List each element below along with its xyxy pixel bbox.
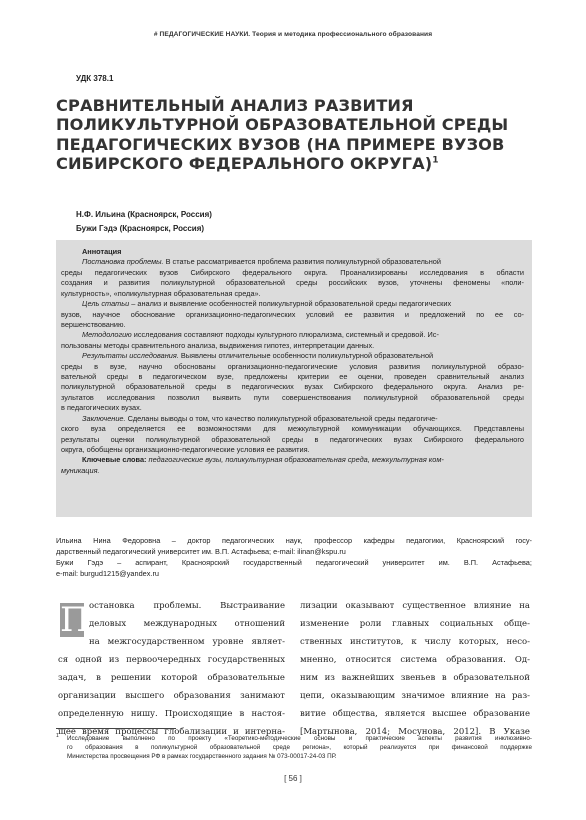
- footnote: 1 Исследование выполнено по проекту «Теоретико-методические основы и практические аспекты развития инклюзивно- го образования в поликультурной образовательной среде региона», который реализуется при финансовой поддержке Министерства просвещения РФ в рамках государственного задания № 073-00017-24-03 ПР.: [56, 733, 532, 760]
- footnote-divider: [56, 728, 176, 729]
- authors: [76, 208, 212, 236]
- title-line: СИБИРСКОГО ФЕДЕРАЛЬНОГО ОКРУГА)$^1$: [56, 154, 439, 174]
- keywords-label: Ключевые слова:: [82, 455, 147, 465]
- title-line: ПОЛИКУЛЬТУРНОЙ ОБРАЗОВАТЕЛЬНОЙ СРЕДЫ: [56, 115, 509, 135]
- abstract-box: [56, 240, 532, 517]
- title-line: ПЕДАГОГИЧЕСКИХ ВУЗОВ (НА ПРИМЕРЕ ВУЗОВ: [56, 134, 505, 154]
- author-2: Бужи Гэдэ (Красноярск, Россия): [76, 224, 205, 233]
- abstract-results: Результаты исследования. Выявлены отличительные особенности поликультурной образовательной среды в вузе, научно обоснованы организационно-педагогические условия развития поликультурной образо- вательной среды в педагогическом вузе, предложены критерии ее оценки, проведен сравнительный анализ поликультурной образовательной среды в педагогических вузах Сибирского федерального округа. Анализ ре- зультатов исследования позволил выявить пути совершенствования поликультурной образовательной среды в педагогических вузах.: [61, 351, 524, 413]
- aim-label: Цель статьи: [82, 299, 130, 309]
- abstract-aim: Цель статьи – анализ и выявление особенностей поликультурной образовательной среды педагогических вузов, научное обоснование организационно-педагогических условий ее развития и предложений по ее со- вершенствованию.: [61, 299, 524, 329]
- author-info-line: Ильина Нина Федоровна – доктор педагогических наук, профессор кафедры педагогики, Красноярский госу-: [56, 536, 532, 545]
- drop-cap: П: [60, 600, 90, 640]
- abstract-title: Аннотация: [82, 247, 122, 256]
- author-info-line: дарственный педагогический университет им. В.П. Астафьева; e-mail: ilinan@kspu.ru: [56, 547, 346, 556]
- body-column-right: лизации оказывают существенное влияние на изменение роли главных социальных обще- ственных институтов, к числу которых, несо- мненно, относится система образования. Од- ним из важнейших звеньев в образовательной цепи, оказывающим значимое влияние на раз- витие общества, является высшее образование [Мартынова, 2014; Мосунова, 2012]. В Указе: [300, 601, 530, 737]
- abstract-problem: Постановка проблемы. В статье рассматривается проблема развития поликультурной образовательной среды педагогических вузов Сибирского федерального округа. Проанализированы исследования в области создания и развития поликультурной образовательной среды российских вузов, уточнены феномены «поли- культурность», «поликультурная образовательная среда».: [61, 257, 524, 298]
- results-label: Результаты исследования.: [82, 351, 179, 361]
- page-number: [ 56 ]: [284, 774, 302, 783]
- footnote-mark: 1: [56, 733, 59, 739]
- author-info-line: e-mail: burgud1215@yandex.ru: [56, 569, 159, 578]
- abstract-keywords: Ключевые слова: педагогические вузы, поликультурная образовательная среда, межкультурная ком- муникация.: [61, 455, 444, 475]
- udk-code: УДК 378.1: [76, 74, 114, 83]
- running-header: # ПЕДАГОГИЧЕСКИЕ НАУКИ. Теория и методика профессионального образования: [153, 31, 433, 38]
- method-label: Методологию: [82, 330, 132, 340]
- title-line: СРАВНИТЕЛЬНЫЙ АНАЛИЗ РАЗВИТИЯ: [56, 96, 414, 115]
- problem-label: Постановка проблемы.: [82, 257, 164, 267]
- abstract-method: Методологию исследования составляют подходы культурного плюрализма, системный и средовой. Ис- пользованы методы сравнительного анализа, выдвижения гипотез, интерпретации данных.: [61, 330, 439, 350]
- author-info-line: Бужи Гэдэ – аспирант, Красноярский государственный педагогический университет им. В.П. Астафьева;: [56, 558, 532, 567]
- author-1: Н.Ф. Ильина (Красноярск, Россия): [76, 210, 212, 219]
- abstract-conclusion: Заключение. Сделаны выводы о том, что качество поликультурной образовательной среды педагогиче- ского вуза определяется ее возможностями для межкультурной коммуникации обучающихся. Представлены результаты оценки поликультурной образовательной среды в педагогических вузах Сибирского федерального округа, обобщены организационно-педагогические условия ее развития.: [61, 413, 524, 455]
- title-footnote-mark[interactable]: 1: [432, 155, 439, 166]
- author-info: [56, 535, 532, 579]
- article-title: [56, 96, 536, 174]
- conclusion-label: Заключение.: [82, 413, 126, 423]
- body-column-left: остановка проблемы. Выстраивание деловых международных отношений на межгосударственном уровне являет- ся одной из первоочередных государственных задач, в решении которой образовательные организации высшего образования занимают определенную нишу. Происходящие в настоя- щее время процессы глобализации и интерна-: [58, 601, 285, 737]
